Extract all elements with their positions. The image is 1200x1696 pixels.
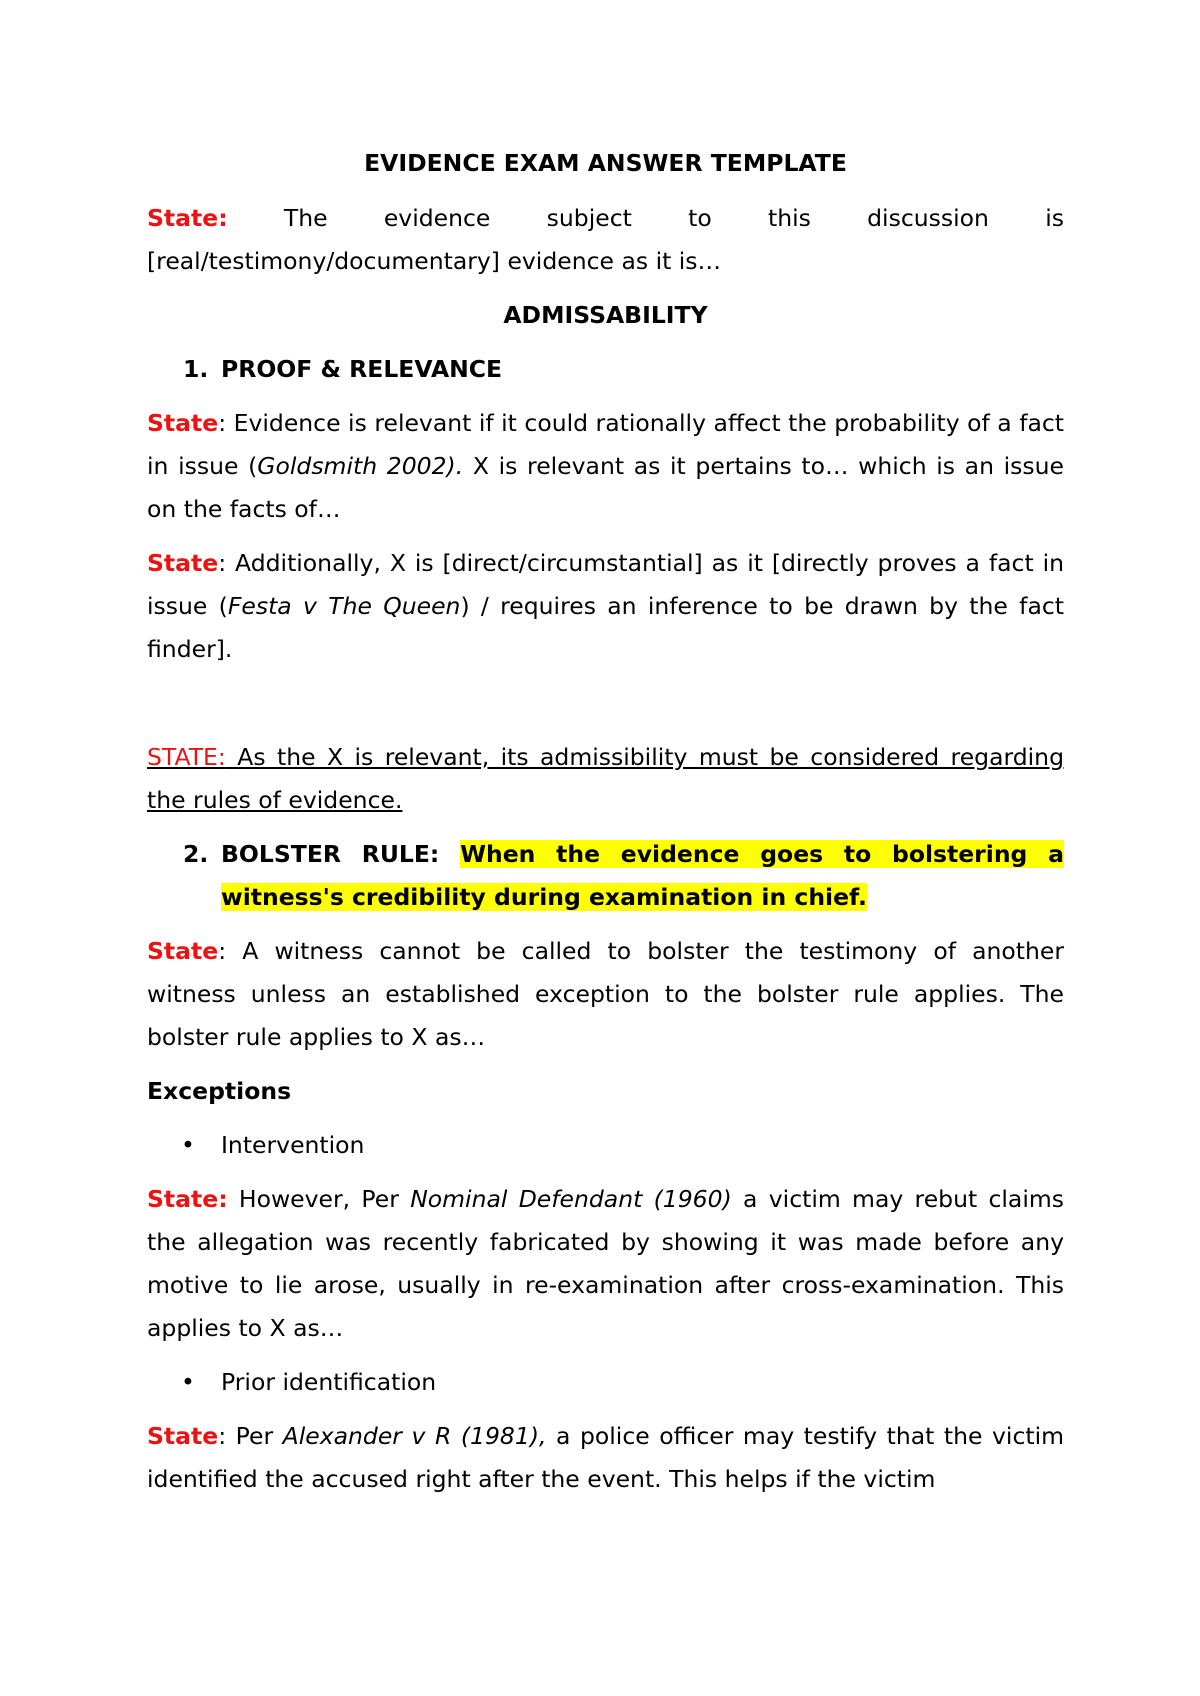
- intervention-text-a: However, Per: [227, 1185, 411, 1213]
- document-body: [147, 142, 1064, 1501]
- prior-identification-paragraph: [147, 1415, 1064, 1501]
- section-2-number: 2.: [183, 840, 209, 868]
- bullet-text: Intervention: [221, 1131, 365, 1159]
- section-1-number: 1.: [183, 355, 209, 383]
- list-item: [147, 1361, 1064, 1404]
- bolster-rule-label: BOLSTER RULE:: [221, 840, 461, 868]
- section-1-heading: [147, 348, 1064, 391]
- prior-id-text-b: a police officer may testify that the victim identified the accused right after the event. This helps if the victim: [147, 1422, 1065, 1493]
- direct-text-b: ) / requires an inference to be drawn by the fact finder].: [147, 592, 1064, 663]
- blank-line: [147, 682, 1064, 736]
- state-label: State: [147, 549, 219, 577]
- state-label: State:: [147, 1185, 228, 1213]
- intervention-text-b: a victim may rebut claims the allegation was recently fabricated by showing it was made before any motive to lie arose, usually in re-examination after cross-examination. This applies to X as…: [147, 1185, 1064, 1342]
- state-label: State: [147, 409, 219, 437]
- bolster-paragraph: [147, 930, 1064, 1059]
- section-1-title: PROOF & RELEVANCE: [221, 355, 503, 383]
- highlighted-condition: When the evidence goes to bolstering a witness's credibility during examination in chief.: [221, 840, 1064, 911]
- state-label: State: [147, 1422, 219, 1450]
- intro-paragraph: [147, 197, 1064, 283]
- relevance-text-a: : Evidence is relevant if it could rationally affect the probability of a fact in issue (: [147, 409, 1064, 480]
- bolster-text: : A witness cannot be called to bolster the testimony of another witness unless an established exception to the bolster rule applies. The bolster rule applies to X as…: [147, 937, 1064, 1051]
- case-citation: Festa v The Queen: [227, 592, 461, 620]
- direct-circumstantial-paragraph: [147, 542, 1064, 671]
- bullet-icon: •: [181, 1368, 195, 1396]
- relevance-text-b: X is relevant as it pertains to… which is an issue on the facts of…: [147, 452, 1064, 523]
- list-item: [147, 1124, 1064, 1167]
- document-title: EVIDENCE EXAM ANSWER TEMPLATE: [364, 149, 847, 177]
- state-label: State: [147, 937, 219, 965]
- relevance-paragraph: [147, 402, 1064, 531]
- state-caps-label: STATE:: [147, 743, 226, 771]
- bullet-text: Prior identification: [221, 1368, 437, 1396]
- case-citation: Nominal Defendant (1960): [410, 1185, 732, 1213]
- intro-text: The evidence subject to this discussion is [real/testimony/documentary] evidence as it is…: [147, 204, 1064, 275]
- exceptions-heading: Exceptions: [147, 1077, 292, 1105]
- transition-text: As the X is relevant, its admissibility must be considered regarding the rules of evidence.: [147, 743, 1064, 814]
- bullet-icon: •: [181, 1131, 195, 1159]
- section-2-title: [221, 833, 1064, 919]
- case-citation: Alexander v R (1981),: [282, 1422, 547, 1450]
- admissibility-transition-paragraph: [147, 736, 1064, 822]
- intervention-paragraph: [147, 1178, 1064, 1350]
- prior-id-text-a: : Per: [218, 1422, 283, 1450]
- section-2-heading: [147, 833, 1064, 919]
- admissability-heading: ADMISSABILITY: [503, 301, 708, 329]
- direct-text-a: : Additionally, X is [direct/circumstantial] as it [directly proves a fact in issue (: [147, 549, 1064, 620]
- state-label: State:: [147, 204, 228, 232]
- case-citation: Goldsmith 2002).: [257, 452, 464, 480]
